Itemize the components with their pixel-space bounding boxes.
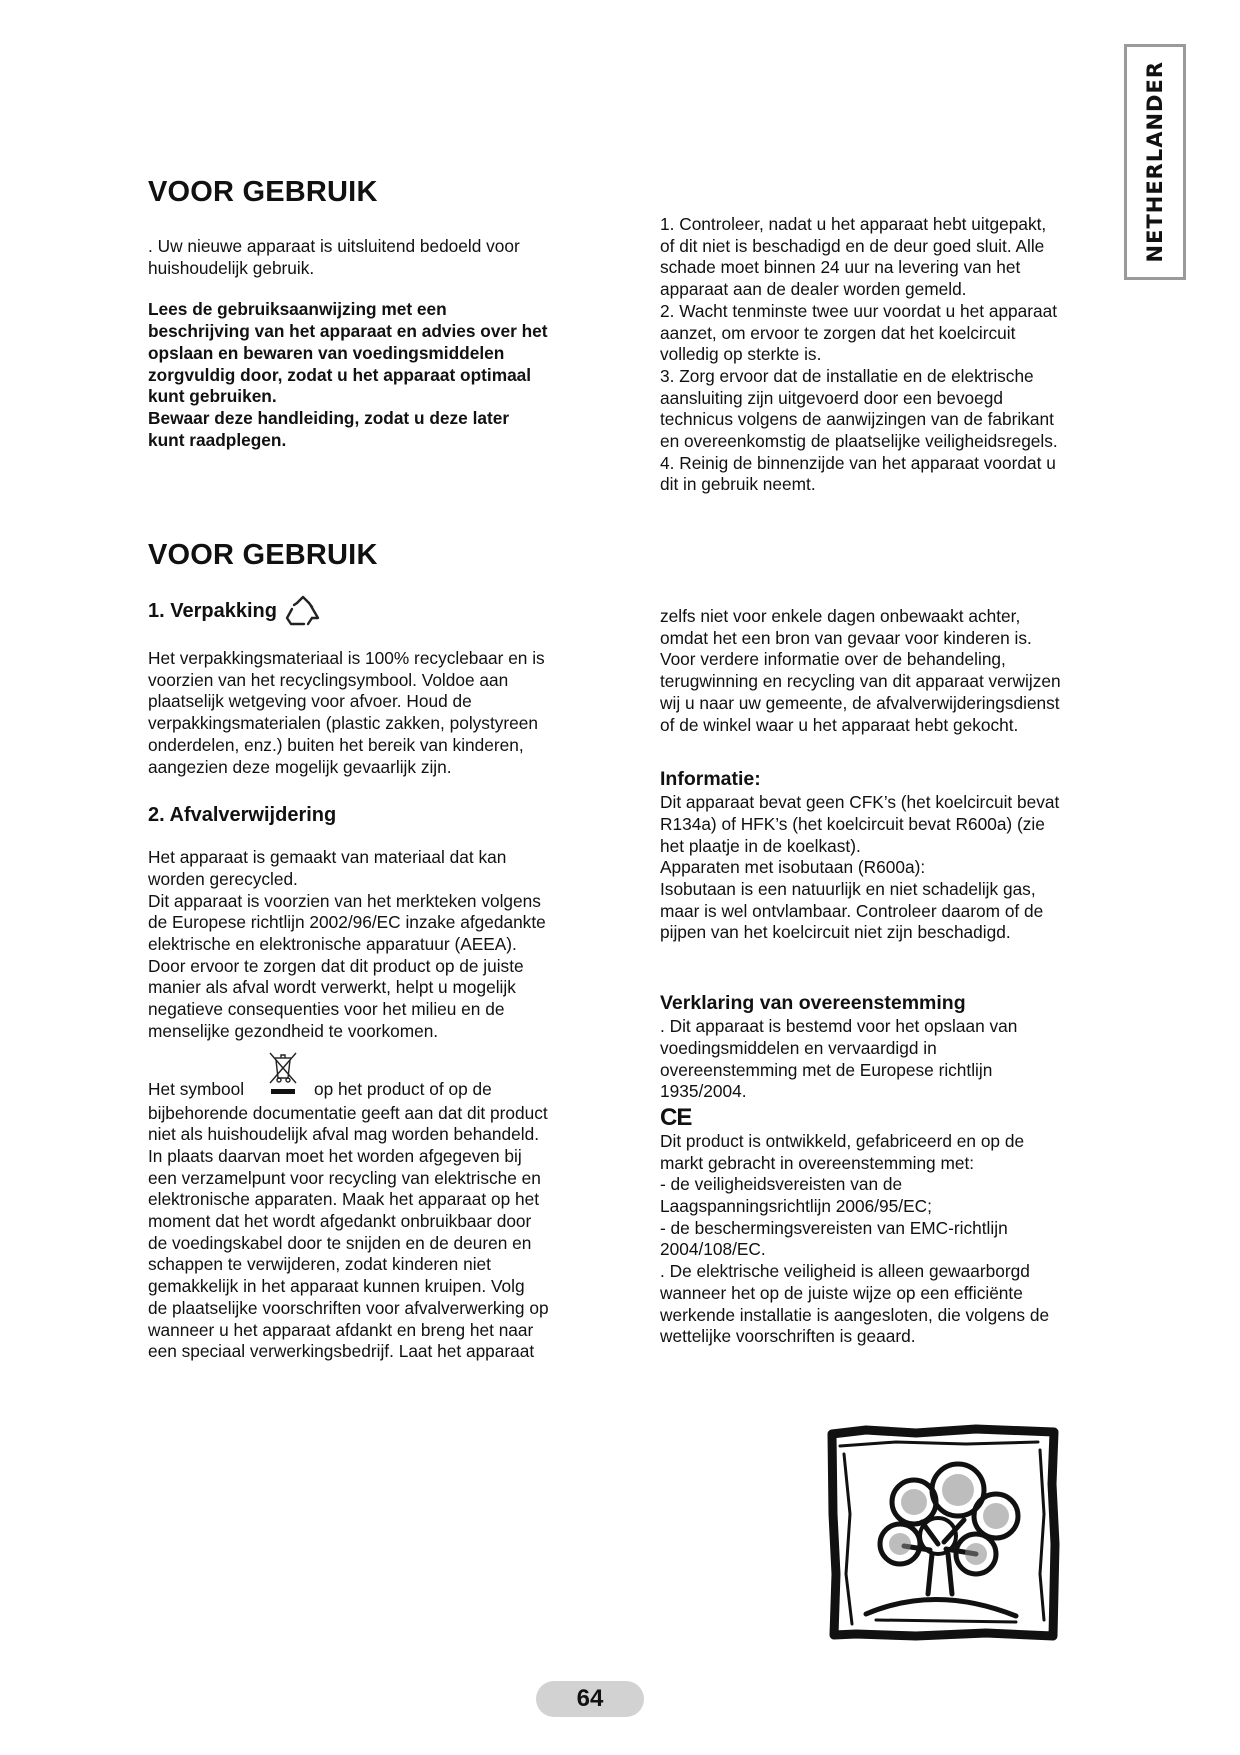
text-line: - de beschermingsvereisten van EMC-richtlijn (660, 1217, 1008, 1238)
text-line: pijpen van het koelcircuit niet zijn beschadigd. (660, 922, 1011, 943)
text-line: overeenstemming met de Europese richtlijn (660, 1059, 993, 1080)
instructions-bold-paragraph (148, 299, 618, 451)
text-line: werkende installatie is aangesloten, die volgens de (660, 1304, 1050, 1325)
text-line: Het verpakkingsmateriaal is 100% recyclebaar en is (148, 648, 545, 668)
text-line: . De elektrische veiligheid is alleen gewaarborgd (660, 1261, 1030, 1282)
text-line: Dit apparaat bevat geen CFK’s (het koelcircuit bevat (660, 792, 1060, 813)
text-line: plaatselijk wetgeving voor afvoer. Houd de (148, 691, 472, 712)
text-line: kunt raadplegen. (148, 429, 287, 450)
continued-paragraph (660, 606, 1130, 736)
informatie-heading: Informatie: (660, 768, 761, 791)
afval-heading: 2. Afvalverwijdering (148, 804, 337, 827)
language-tab (1124, 44, 1186, 280)
text-line: manier als afval wordt verwerkt, helpt u mogelijk (148, 977, 516, 998)
text-line: niet als huishoudelijk afval mag worden behandeld. (148, 1124, 540, 1145)
intro-paragraph (148, 236, 618, 279)
text-line: een verzamelpunt voor recycling van elektrische en (148, 1167, 541, 1188)
step-line: 1. Controleer, nadat u het apparaat hebt uitgepakt, (660, 214, 1047, 234)
text-line: elektrische en elektronische apparatuur (AEEA). (148, 934, 517, 955)
text-line: kunt gebruiken. (148, 386, 277, 407)
text-line: elektronische apparaten. Maak het apparaat op het (148, 1189, 540, 1210)
afval-paragraph-2 (148, 1103, 628, 1363)
steps-paragraph (660, 214, 1120, 496)
text-line: voedingsmiddelen en vervaardigd in (660, 1037, 937, 1058)
text-line: 2004/108/EC. (660, 1239, 766, 1260)
step-line: en overeenkomstig de plaatselijke veiligheidsregels. (660, 431, 1058, 452)
step-line: volledig op sterkte is. (660, 344, 822, 365)
verklaring-heading: Verklaring van overeenstemming (660, 992, 966, 1015)
text-line: Laagspanningsrichtlijn 2006/95/EC; (660, 1196, 932, 1217)
text-line: verpakkingsmaterialen (plastic zakken, polystyreen (148, 713, 538, 734)
step-line: aanzet, om ervoor te zorgen dat het koelcircuit (660, 322, 1016, 343)
tree-illustration-icon (826, 1424, 1060, 1644)
text-line: voorzien van het recyclingsymbool. Voldoe aan (148, 669, 509, 690)
symbol-after-text: op het product of op de (314, 1078, 492, 1099)
ce-mark-icon: CE (660, 1103, 692, 1131)
section1-title: VOOR GEBRUIK (148, 176, 378, 208)
text-line: maar is wel ontvlambaar. Controleer daarom of de (660, 900, 1044, 921)
section1-left-column (148, 236, 618, 451)
text-line: Isobutaan is een natuurlijk en niet schadelijk gas, (660, 879, 1036, 900)
text-line: wanneer u het apparaat afdankt en breng het naar (148, 1319, 534, 1340)
text-line: gemakkelijk in het apparaat kunnen kruipen. Volg (148, 1276, 525, 1297)
section2-left-column (148, 594, 628, 1363)
text-line: Door ervoor te zorgen dat dit product op de juiste (148, 955, 524, 976)
text-line: wettelijke voorschriften is geaard. (660, 1326, 916, 1347)
page-number: 64 (536, 1681, 644, 1717)
text-line: . Dit apparaat is bestemd voor het opslaan van (660, 1016, 1018, 1037)
section2-title: VOOR GEBRUIK (148, 539, 378, 571)
text-line: wij u naar uw gemeente, de afvalverwijderingsdienst (660, 692, 1060, 713)
text-line: een speciaal verwerkingsbedrijf. Laat het apparaat (148, 1341, 535, 1362)
text-line: Het apparaat is gemaakt van materiaal dat kan (148, 847, 507, 868)
step-line: dit in gebruik neemt. (660, 474, 816, 495)
afval-paragraph (148, 847, 628, 1042)
text-line: menselijke gezondheid te voorkomen. (148, 1020, 439, 1041)
text-line: het plaatje in de koelkast). (660, 835, 861, 856)
section2-right-column (660, 606, 1130, 1348)
step-line: technicus volgens de aanwijzingen van de fabrikant (660, 409, 1054, 430)
text-line: zorgvuldig door, zodat u het apparaat optimaal (148, 364, 532, 385)
text-line: omdat het een bron van gevaar voor kinderen is. (660, 627, 1032, 648)
informatie-paragraph (660, 792, 1130, 944)
text-line: of de winkel waar u het apparaat hebt gekocht. (660, 714, 1019, 735)
verpakking-heading-row (148, 594, 628, 628)
text-line: Dit product is ontwikkeld, gefabriceerd en op de (660, 1130, 1025, 1151)
text-line: zelfs niet voor enkele dagen onbewaakt achter, (660, 606, 1021, 626)
text-line: schappen te verwijderen, zodat kinderen niet (148, 1254, 491, 1275)
text-line: 1935/2004. (660, 1081, 747, 1102)
text-line: de voedingskabel door te snijden en de deuren en (148, 1232, 532, 1253)
text-line: de plaatselijke voorschriften voor afvalverwerking op (148, 1297, 549, 1318)
text-line: R134a) of HFK’s (het koelcircuit bevat R600a) (zie (660, 813, 1045, 834)
text-line: beschrijving van het apparaat en advies over het (148, 321, 548, 342)
text-line: Apparaten met isobutaan (R600a): (660, 857, 926, 878)
text-line: . Uw nieuwe apparaat is uitsluitend bedoeld voor (148, 236, 520, 256)
text-line: moment dat het wordt afgedankt onbruikbaar door (148, 1211, 532, 1232)
text-line: de Europese richtlijn 2002/96/EC inzake afgedankte (148, 912, 546, 933)
text-line: onderdelen, enz.) buiten het bereik van kinderen, (148, 734, 524, 755)
symbol-before-text: Het symbool (148, 1078, 245, 1099)
text-line: worden gerecycled. (148, 868, 298, 889)
step-line: aansluiting zijn uitgevoerd door een bevoegd (660, 387, 1003, 408)
weee-bin-icon (266, 1049, 300, 1097)
language-tab-label: NETHERLANDER (1143, 61, 1167, 263)
text-line: negatieve consequenties voor het milieu en de (148, 999, 505, 1020)
verpakking-heading: 1. Verpakking (148, 599, 277, 622)
verpakking-paragraph (148, 648, 628, 778)
text-line: - de veiligheidsvereisten van de (660, 1174, 903, 1195)
step-line: of dit niet is beschadigd en de deur goed sluit. Alle (660, 235, 1045, 256)
text-line: wanneer het op de juiste wijze op een efficiënte (660, 1282, 1023, 1303)
step-line: schade moet binnen 24 uur na levering van het (660, 257, 1021, 278)
step-line: 3. Zorg ervoor dat de installatie en de elektrische (660, 365, 1034, 386)
step-line: apparaat aan de dealer worden gemeld. (660, 279, 967, 300)
text-line: aangezien deze mogelijk gevaarlijk zijn. (148, 756, 452, 777)
verklaring-paragraph-2 (660, 1131, 1130, 1348)
section1-steps (660, 214, 1120, 496)
text-line: huishoudelijk gebruik. (148, 257, 315, 278)
recycle-icon (283, 594, 323, 628)
text-line: Voor verdere informatie over de behandeling, (660, 649, 1006, 670)
step-line: 4. Reinig de binnenzijde van het apparaat voordat u (660, 452, 1056, 473)
text-line: terugwinning en recycling van dit apparaat verwijzen (660, 671, 1061, 692)
text-line: In plaats daarvan moet het worden afgegeven bij (148, 1145, 522, 1166)
text-line: Lees de gebruiksaanwijzing met een (148, 299, 447, 320)
text-line: bijbehorende documentatie geeft aan dat dit product (148, 1102, 548, 1123)
symbol-line (148, 1043, 628, 1101)
step-line: 2. Wacht tenminste twee uur voordat u het apparaat (660, 300, 1058, 321)
verklaring-paragraph (660, 1016, 1130, 1103)
text-line: Dit apparaat is voorzien van het merkteken volgens (148, 890, 541, 911)
text-line: markt gebracht in overeenstemming met: (660, 1152, 975, 1173)
text-line: opslaan en bewaren van voedingsmiddelen (148, 342, 505, 363)
text-line: Bewaar deze handleiding, zodat u deze later (148, 407, 510, 428)
